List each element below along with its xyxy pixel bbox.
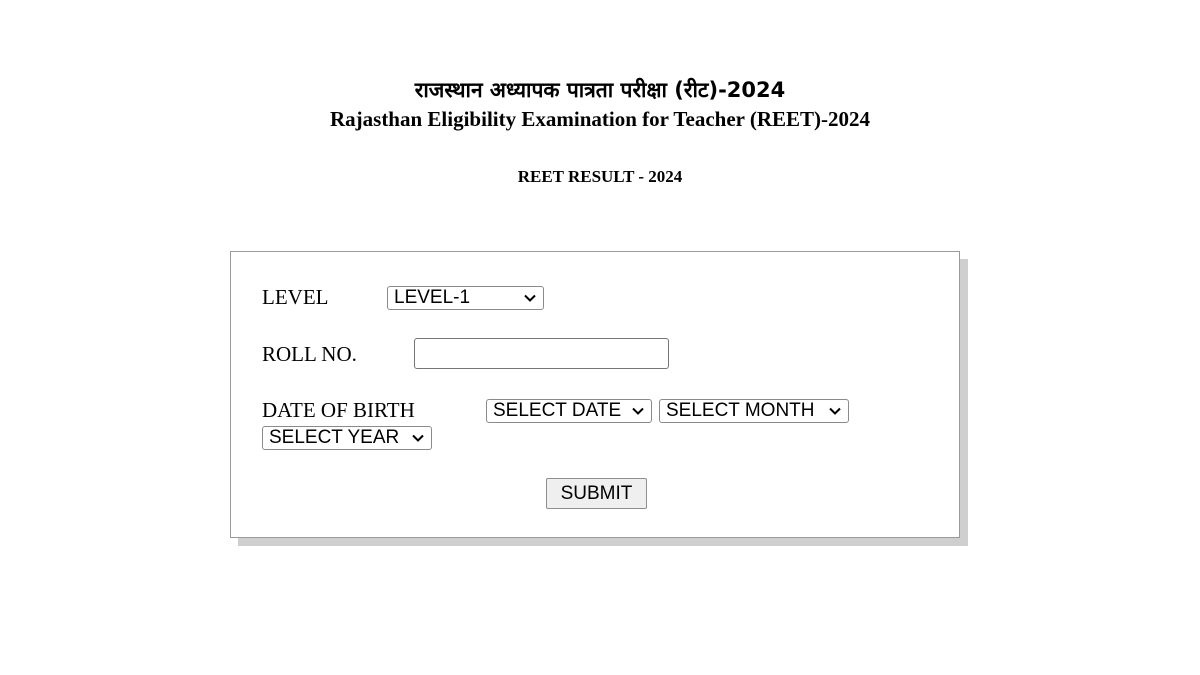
chevron-down-icon	[631, 404, 645, 418]
chevron-down-icon	[828, 404, 842, 418]
roll-no-input[interactable]	[414, 338, 669, 369]
title-hindi: राजस्थान अध्यापक पात्रता परीक्षा (रीट)-2024	[414, 78, 786, 102]
level-select-value: LEVEL-1	[394, 287, 471, 308]
title-english: Rajasthan Eligibility Examination for Teacher (REET)-2024	[329, 107, 871, 131]
chevron-down-icon	[523, 291, 537, 305]
result-title: REET RESULT - 2024	[517, 167, 683, 186]
level-label: LEVEL	[262, 285, 329, 309]
dob-month-select-value: SELECT MONTH	[666, 400, 815, 421]
submit-button[interactable]: SUBMIT	[546, 478, 647, 509]
dob-year-select[interactable]	[262, 426, 432, 450]
level-select[interactable]	[387, 286, 544, 310]
page-header	[0, 76, 1200, 132]
dob-year-select-value: SELECT YEAR	[269, 427, 400, 448]
roll-no-label: ROLL NO.	[262, 342, 357, 366]
result-form	[230, 251, 960, 538]
chevron-down-icon	[411, 431, 425, 445]
dob-date-select-value: SELECT DATE	[493, 400, 622, 421]
dob-label: DATE OF BIRTH	[262, 398, 415, 422]
dob-month-select[interactable]	[659, 399, 849, 423]
dob-date-select[interactable]	[486, 399, 652, 423]
